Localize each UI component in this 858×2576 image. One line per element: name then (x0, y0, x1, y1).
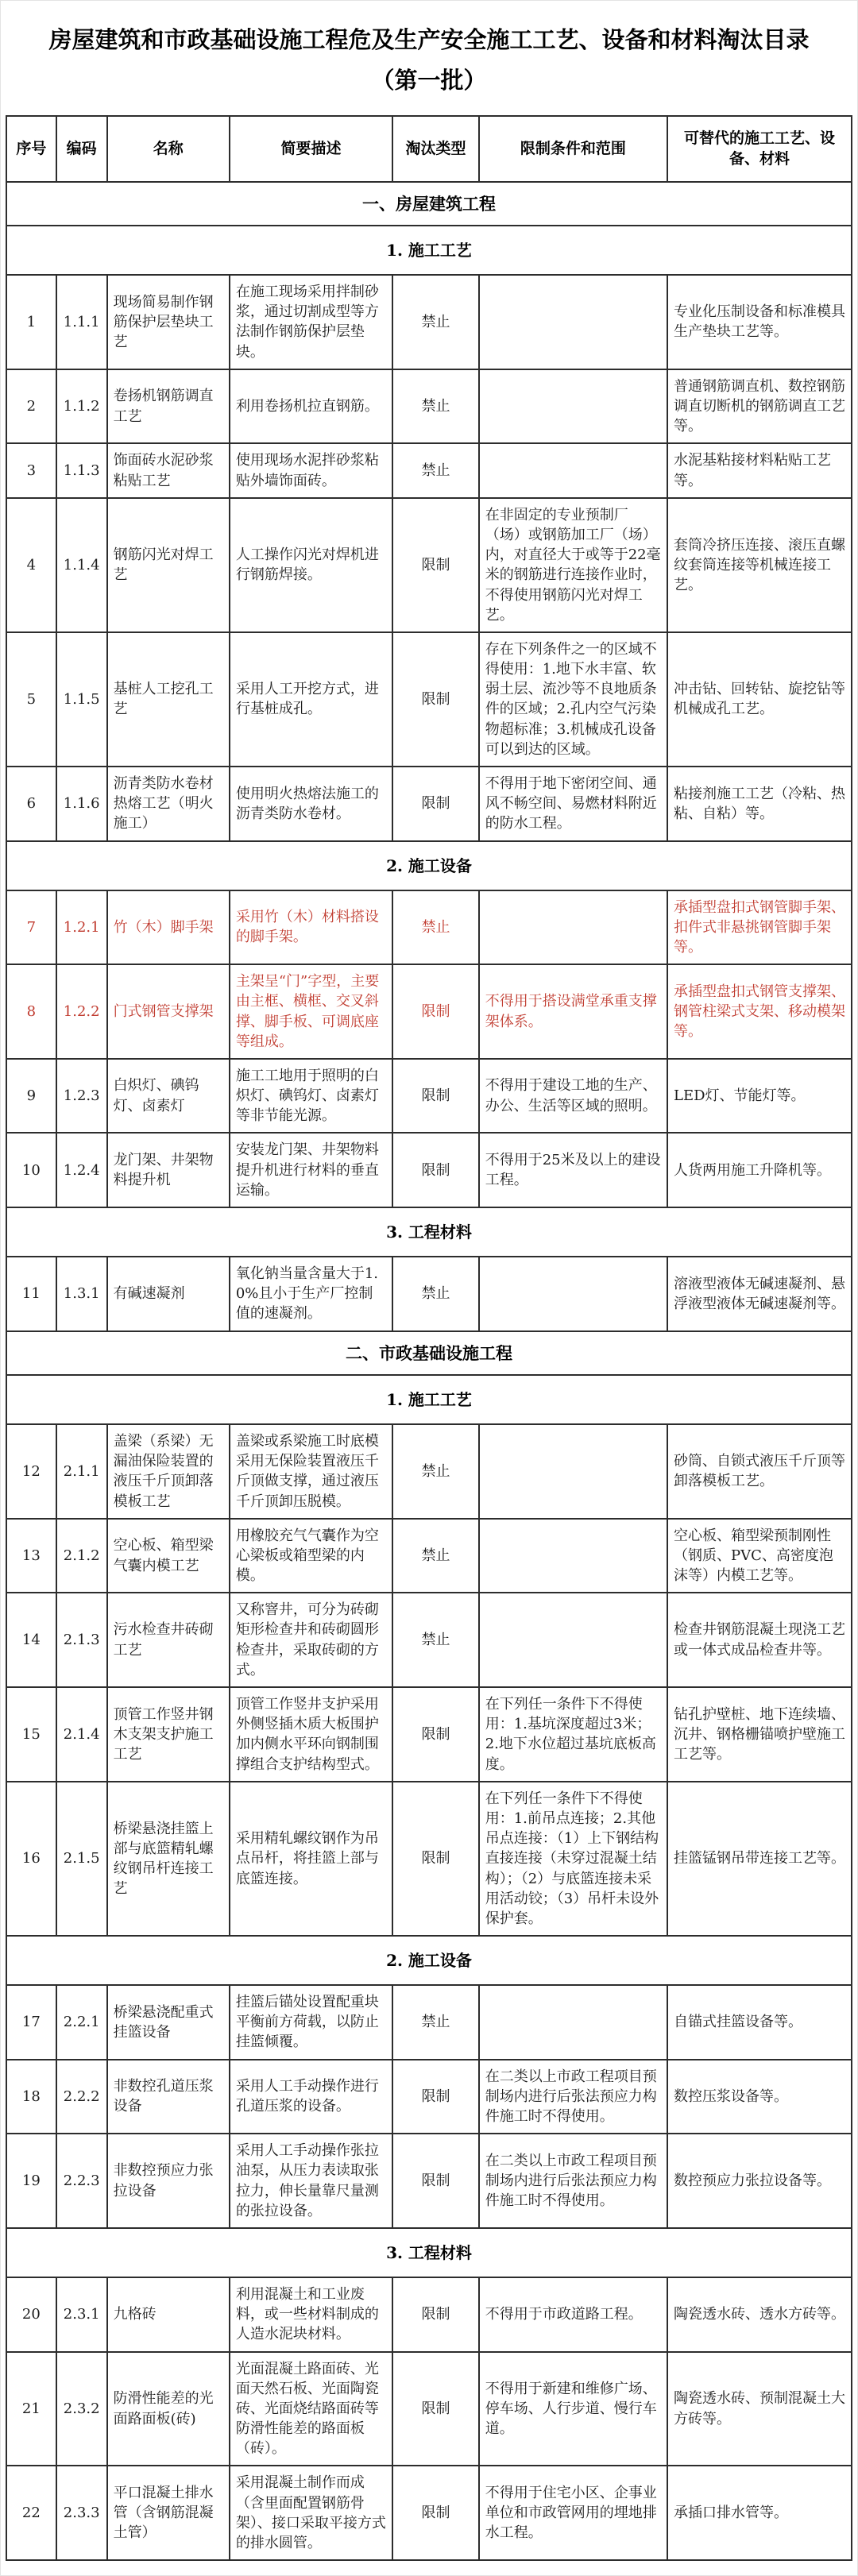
cell-desc: 采用竹（木）材料搭设的脚手架。 (230, 890, 392, 965)
col-header-code: 编码 (56, 116, 107, 182)
cell-name: 现场简易制作钢筋保护层垫块工艺 (107, 275, 230, 369)
cell-restriction (479, 1519, 667, 1593)
document-title: 房屋建筑和市政基础设施工程危及生产安全施工工艺、设备和材料淘汰目录（第一批） (48, 26, 810, 94)
cell-name: 非数控预应力张拉设备 (107, 2134, 230, 2228)
cell-ban-type: 禁止 (392, 890, 479, 965)
cell-desc: 顶管工作竖井支护采用外侧竖插木质大板围护加内侧水平环向钢制围撑组合支护结构型式。 (230, 1687, 392, 1782)
cell-name: 龙门架、井架物料提升机 (107, 1133, 230, 1207)
cell-seq: 12 (6, 1424, 56, 1519)
cell-ban-type: 限制 (392, 1133, 479, 1207)
cell-code: 1.1.3 (56, 443, 107, 497)
cell-name: 门式钢管支撑架 (107, 964, 230, 1059)
section-label: 二、市政基础设施工程 (6, 1331, 852, 1375)
cell-name: 桥梁悬浇配重式挂篮设备 (107, 1985, 230, 2060)
cell-code: 2.1.1 (56, 1424, 107, 1519)
cell-desc: 使用现场水泥拌砂浆粘贴外墙饰面砖。 (230, 443, 392, 497)
cell-alternative: 数控压浆设备等。 (667, 2060, 852, 2134)
section-label: 2. 施工设备 (6, 1936, 852, 1985)
cell-restriction: 不得用于地下密闭空间、通风不畅空间、易燃材料附近的防水工程。 (479, 767, 667, 841)
section-label: 一、房屋建筑工程 (6, 182, 852, 226)
cell-name: 桥梁悬浇挂篮上部与底篮精轧螺纹钢吊杆连接工艺 (107, 1782, 230, 1936)
cell-desc: 采用人工开挖方式，进行基桩成孔。 (230, 632, 392, 767)
cell-code: 2.1.2 (56, 1519, 107, 1593)
cell-alternative: 冲击钻、回转钻、旋挖钻等机械成孔工艺。 (667, 632, 852, 767)
cell-seq: 6 (6, 767, 56, 841)
cell-ban-type: 禁止 (392, 1424, 479, 1519)
section-row (6, 1936, 852, 1985)
section-label: 2. 施工设备 (6, 841, 852, 890)
cell-seq: 22 (6, 2466, 56, 2560)
cell-restriction (479, 275, 667, 369)
table-row (6, 1257, 852, 1331)
cell-ban-type: 限制 (392, 2060, 479, 2134)
elimination-catalog-table (6, 115, 852, 2562)
cell-ban-type: 禁止 (392, 1985, 479, 2060)
cell-ban-type: 禁止 (392, 1257, 479, 1331)
cell-code: 2.2.2 (56, 2060, 107, 2134)
cell-seq: 3 (6, 443, 56, 497)
col-header-desc: 简要描述 (230, 116, 392, 182)
header-row (6, 116, 852, 182)
cell-desc: 光面混凝土路面砖、光面天然石板、光面陶瓷砖、光面烧结路面砖等防滑性能差的路面板（砖）。 (230, 2352, 392, 2466)
cell-seq: 1 (6, 275, 56, 369)
cell-ban-type: 限制 (392, 964, 479, 1059)
cell-alternative: 砂筒、自锁式液压千斤顶等卸落模板工艺。 (667, 1424, 852, 1519)
cell-restriction: 在非固定的专业预制厂（场）或钢筋加工厂（场）内，对直径大于或等于22毫米的钢筋进行连接作业时，不得使用钢筋闪光对焊工艺。 (479, 498, 667, 632)
cell-seq: 5 (6, 632, 56, 767)
cell-ban-type: 限制 (392, 2466, 479, 2560)
cell-ban-type: 禁止 (392, 369, 479, 444)
cell-restriction: 不得用于新建和维修广场、停车场、人行步道、慢行车道。 (479, 2352, 667, 2466)
cell-code: 1.1.2 (56, 369, 107, 444)
table-row (6, 964, 852, 1059)
cell-desc: 使用明火热熔法施工的沥青类防水卷材。 (230, 767, 392, 841)
col-header-alternative: 可替代的施工工艺、设备、材料 (667, 116, 852, 182)
table-row (6, 443, 852, 497)
table-row (6, 498, 852, 632)
cell-code: 2.1.3 (56, 1593, 107, 1687)
cell-name: 污水检查井砖砌工艺 (107, 1593, 230, 1687)
cell-alternative: 粘接剂施工工艺（冷粘、热粘、自粘）等。 (667, 767, 852, 841)
cell-code: 1.2.1 (56, 890, 107, 965)
cell-name: 空心板、箱型梁气囊内模工艺 (107, 1519, 230, 1593)
cell-ban-type: 限制 (392, 498, 479, 632)
cell-restriction (479, 1593, 667, 1687)
cell-desc: 采用精轧螺纹钢作为吊点吊杆，将挂篮上部与底篮连接。 (230, 1782, 392, 1936)
cell-restriction (479, 1257, 667, 1331)
cell-restriction (479, 369, 667, 444)
table-row (6, 1133, 852, 1207)
cell-code: 1.2.2 (56, 964, 107, 1059)
cell-seq: 19 (6, 2134, 56, 2228)
cell-ban-type: 禁止 (392, 275, 479, 369)
cell-seq: 14 (6, 1593, 56, 1687)
cell-name: 防滑性能差的光面路面板(砖) (107, 2352, 230, 2466)
cell-desc: 盖梁或系梁施工时底模采用无保险装置液压千斤顶做支撑，通过液压千斤顶卸压脱模。 (230, 1424, 392, 1519)
table-row (6, 1782, 852, 1936)
col-header-restriction: 限制条件和范围 (479, 116, 667, 182)
table-body (6, 182, 852, 2561)
cell-alternative: 人货两用施工升降机等。 (667, 1133, 852, 1207)
cell-name: 基桩人工挖孔工艺 (107, 632, 230, 767)
cell-seq: 21 (6, 2352, 56, 2466)
cell-alternative: 专业化压制设备和标准模具生产垫块工艺等。 (667, 275, 852, 369)
cell-restriction (479, 1985, 667, 2060)
table-row (6, 1519, 852, 1593)
cell-restriction (479, 890, 667, 965)
section-row (6, 1331, 852, 1375)
table-row (6, 767, 852, 841)
cell-desc: 氧化钠当量含量大于1.0%且小于生产厂控制值的速凝剂。 (230, 1257, 392, 1331)
cell-seq: 13 (6, 1519, 56, 1593)
cell-name: 盖梁（系梁）无漏油保险装置的液压千斤顶卸落模板工艺 (107, 1424, 230, 1519)
cell-desc: 人工操作闪光对焊机进行钢筋焊接。 (230, 498, 392, 632)
cell-alternative: 检查井钢筋混凝土现浇工艺或一体式成品检查井等。 (667, 1593, 852, 1687)
cell-ban-type: 限制 (392, 767, 479, 841)
section-row (6, 1207, 852, 1257)
cell-code: 2.3.1 (56, 2277, 107, 2352)
table-row (6, 1687, 852, 1782)
cell-desc: 采用人工手动操作张拉油泵，从压力表读取张拉力，伸长量靠尺量测的张拉设备。 (230, 2134, 392, 2228)
table-header (6, 116, 852, 182)
cell-seq: 4 (6, 498, 56, 632)
cell-restriction: 不得用于搭设满堂承重支撑架体系。 (479, 964, 667, 1059)
table-row (6, 2134, 852, 2228)
cell-seq: 20 (6, 2277, 56, 2352)
section-row (6, 841, 852, 890)
cell-name: 九格砖 (107, 2277, 230, 2352)
section-label: 1. 施工工艺 (6, 226, 852, 275)
cell-name: 钢筋闪光对焊工艺 (107, 498, 230, 632)
cell-restriction: 不得用于25米及以上的建设工程。 (479, 1133, 667, 1207)
cell-alternative: 承插口排水管等。 (667, 2466, 852, 2560)
cell-desc: 采用人工手动操作进行孔道压浆的设备。 (230, 2060, 392, 2134)
table-row (6, 1424, 852, 1519)
cell-alternative: 空心板、箱型梁预制刚性（钢质、PVC、高密度泡沫等）内模工艺等。 (667, 1519, 852, 1593)
cell-restriction (479, 443, 667, 497)
cell-desc: 利用卷扬机拉直钢筋。 (230, 369, 392, 444)
cell-code: 1.1.4 (56, 498, 107, 632)
cell-restriction: 存在下列条件之一的区域不得使用：1.地下水丰富、软弱土层、流沙等不良地质条件的区域；2.孔内空气污染物超标准；3.机械成孔设备可以到达的区域。 (479, 632, 667, 767)
cell-alternative: 钻孔护壁桩、地下连续墙、沉井、钢格栅锚喷护壁施工工艺等。 (667, 1687, 852, 1782)
cell-ban-type: 禁止 (392, 1593, 479, 1687)
cell-seq: 10 (6, 1133, 56, 1207)
cell-code: 2.2.1 (56, 1985, 107, 2060)
cell-ban-type: 禁止 (392, 1519, 479, 1593)
cell-restriction: 不得用于市政道路工程。 (479, 2277, 667, 2352)
cell-name: 白炽灯、碘钨灯、卤素灯 (107, 1059, 230, 1134)
cell-desc: 用橡胶充气气囊作为空心梁板或箱型梁的内模。 (230, 1519, 392, 1593)
table-row (6, 1593, 852, 1687)
col-header-name: 名称 (107, 116, 230, 182)
cell-desc: 施工工地用于照明的白炽灯、碘钨灯、卤素灯等非节能光源。 (230, 1059, 392, 1134)
cell-desc: 利用混凝土和工业废料，或一些材料制成的人造水泥块材料。 (230, 2277, 392, 2352)
cell-alternative: LED灯、节能灯等。 (667, 1059, 852, 1134)
section-row (6, 182, 852, 226)
cell-restriction (479, 1424, 667, 1519)
cell-name: 饰面砖水泥砂浆粘贴工艺 (107, 443, 230, 497)
cell-name: 顶管工作竖井钢木支架支护施工工艺 (107, 1687, 230, 1782)
cell-restriction: 不得用于建设工地的生产、办公、生活等区域的照明。 (479, 1059, 667, 1134)
table-row (6, 1059, 852, 1134)
section-label: 3. 工程材料 (6, 1207, 852, 1257)
cell-alternative: 陶瓷透水砖、透水方砖等。 (667, 2277, 852, 2352)
cell-desc: 安装龙门架、井架物料提升机进行材料的垂直运输。 (230, 1133, 392, 1207)
section-label: 1. 施工工艺 (6, 1375, 852, 1424)
cell-alternative: 普通钢筋调直机、数控钢筋调直切断机的钢筋调直工艺等。 (667, 369, 852, 444)
table-row (6, 2352, 852, 2466)
section-row (6, 2228, 852, 2277)
table-row (6, 1985, 852, 2060)
table-row (6, 275, 852, 369)
cell-restriction: 不得用于住宅小区、企事业单位和市政管网用的埋地排水工程。 (479, 2466, 667, 2560)
cell-desc: 采用混凝土制作而成（含里面配置钢筋骨架）、接口采取平接方式的排水圆管。 (230, 2466, 392, 2560)
cell-seq: 15 (6, 1687, 56, 1782)
cell-code: 2.3.3 (56, 2466, 107, 2560)
cell-code: 1.3.1 (56, 1257, 107, 1331)
cell-seq: 7 (6, 890, 56, 965)
cell-code: 1.1.5 (56, 632, 107, 767)
cell-restriction: 在二类以上市政工程项目预制场内进行后张法预应力构件施工时不得使用。 (479, 2060, 667, 2134)
cell-restriction: 在二类以上市政工程项目预制场内进行后张法预应力构件施工时不得使用。 (479, 2134, 667, 2228)
cell-seq: 9 (6, 1059, 56, 1134)
cell-ban-type: 限制 (392, 1687, 479, 1782)
section-row (6, 1375, 852, 1424)
cell-desc: 主架呈“门”字型，主要由主框、横框、交叉斜撑、脚手板、可调底座等组成。 (230, 964, 392, 1059)
cell-code: 1.1.1 (56, 275, 107, 369)
table-row (6, 369, 852, 444)
cell-alternative: 挂篮锰钢吊带连接工艺等。 (667, 1782, 852, 1936)
cell-desc: 在施工现场采用拌制砂浆，通过切割成型等方法制作钢筋保护层垫块。 (230, 275, 392, 369)
col-header-ban-type: 淘汰类型 (392, 116, 479, 182)
cell-seq: 17 (6, 1985, 56, 2060)
table-row (6, 2060, 852, 2134)
cell-seq: 2 (6, 369, 56, 444)
cell-code: 1.1.6 (56, 767, 107, 841)
cell-alternative: 陶瓷透水砖、预制混凝土大方砖等。 (667, 2352, 852, 2466)
table-row (6, 2277, 852, 2352)
cell-seq: 16 (6, 1782, 56, 1936)
cell-restriction: 在下列任一条件下不得使用：1.基坑深度超过3米；2.地下水位超过基坑底板高度。 (479, 1687, 667, 1782)
cell-alternative: 自锚式挂篮设备等。 (667, 1985, 852, 2060)
cell-seq: 11 (6, 1257, 56, 1331)
cell-name: 非数控孔道压浆设备 (107, 2060, 230, 2134)
cell-ban-type: 限制 (392, 1782, 479, 1936)
cell-code: 2.2.3 (56, 2134, 107, 2228)
cell-ban-type: 禁止 (392, 443, 479, 497)
cell-code: 2.1.5 (56, 1782, 107, 1936)
cell-alternative: 套筒冷挤压连接、滚压直螺纹套筒连接等机械连接工艺。 (667, 498, 852, 632)
cell-ban-type: 限制 (392, 1059, 479, 1134)
cell-name: 沥青类防水卷材热熔工艺（明火施工） (107, 767, 230, 841)
cell-ban-type: 限制 (392, 2134, 479, 2228)
cell-code: 2.3.2 (56, 2352, 107, 2466)
col-header-seq: 序号 (6, 116, 56, 182)
cell-alternative: 水泥基粘接材料粘贴工艺等。 (667, 443, 852, 497)
cell-code: 1.2.4 (56, 1133, 107, 1207)
table-row (6, 632, 852, 767)
cell-alternative: 数控预应力张拉设备等。 (667, 2134, 852, 2228)
cell-ban-type: 限制 (392, 632, 479, 767)
cell-restriction: 在下列任一条件下不得使用：1.前吊点连接；2.其他吊点连接：（1）上下钢结构直接连接（未穿过混凝土结构）；（2）与底篮连接未采用活动铰；（3）吊杆未设外保护套。 (479, 1782, 667, 1936)
table-row (6, 890, 852, 965)
table-row (6, 2466, 852, 2560)
cell-desc: 挂篮后锚处设置配重块平衡前方荷载，以防止挂篮倾覆。 (230, 1985, 392, 2060)
cell-ban-type: 限制 (392, 2352, 479, 2466)
cell-alternative: 承插型盘扣式钢管脚手架、扣件式非悬挑钢管脚手架等。 (667, 890, 852, 965)
cell-ban-type: 限制 (392, 2277, 479, 2352)
cell-seq: 8 (6, 964, 56, 1059)
cell-seq: 18 (6, 2060, 56, 2134)
section-row (6, 226, 852, 275)
cell-name: 卷扬机钢筋调直工艺 (107, 369, 230, 444)
cell-name: 有碱速凝剂 (107, 1257, 230, 1331)
cell-alternative: 溶液型液体无碱速凝剂、悬浮液型液体无碱速凝剂等。 (667, 1257, 852, 1331)
cell-name: 平口混凝土排水管（含钢筋混凝土管） (107, 2466, 230, 2560)
cell-alternative: 承插型盘扣式钢管支撑架、钢管柱梁式支架、移动模架等。 (667, 964, 852, 1059)
cell-code: 1.2.3 (56, 1059, 107, 1134)
section-label: 3. 工程材料 (6, 2228, 852, 2277)
cell-code: 2.1.4 (56, 1687, 107, 1782)
cell-name: 竹（木）脚手架 (107, 890, 230, 965)
cell-desc: 又称窨井，可分为砖砌矩形检查井和砖砌圆形检查井，采取砖砌的方式。 (230, 1593, 392, 1687)
